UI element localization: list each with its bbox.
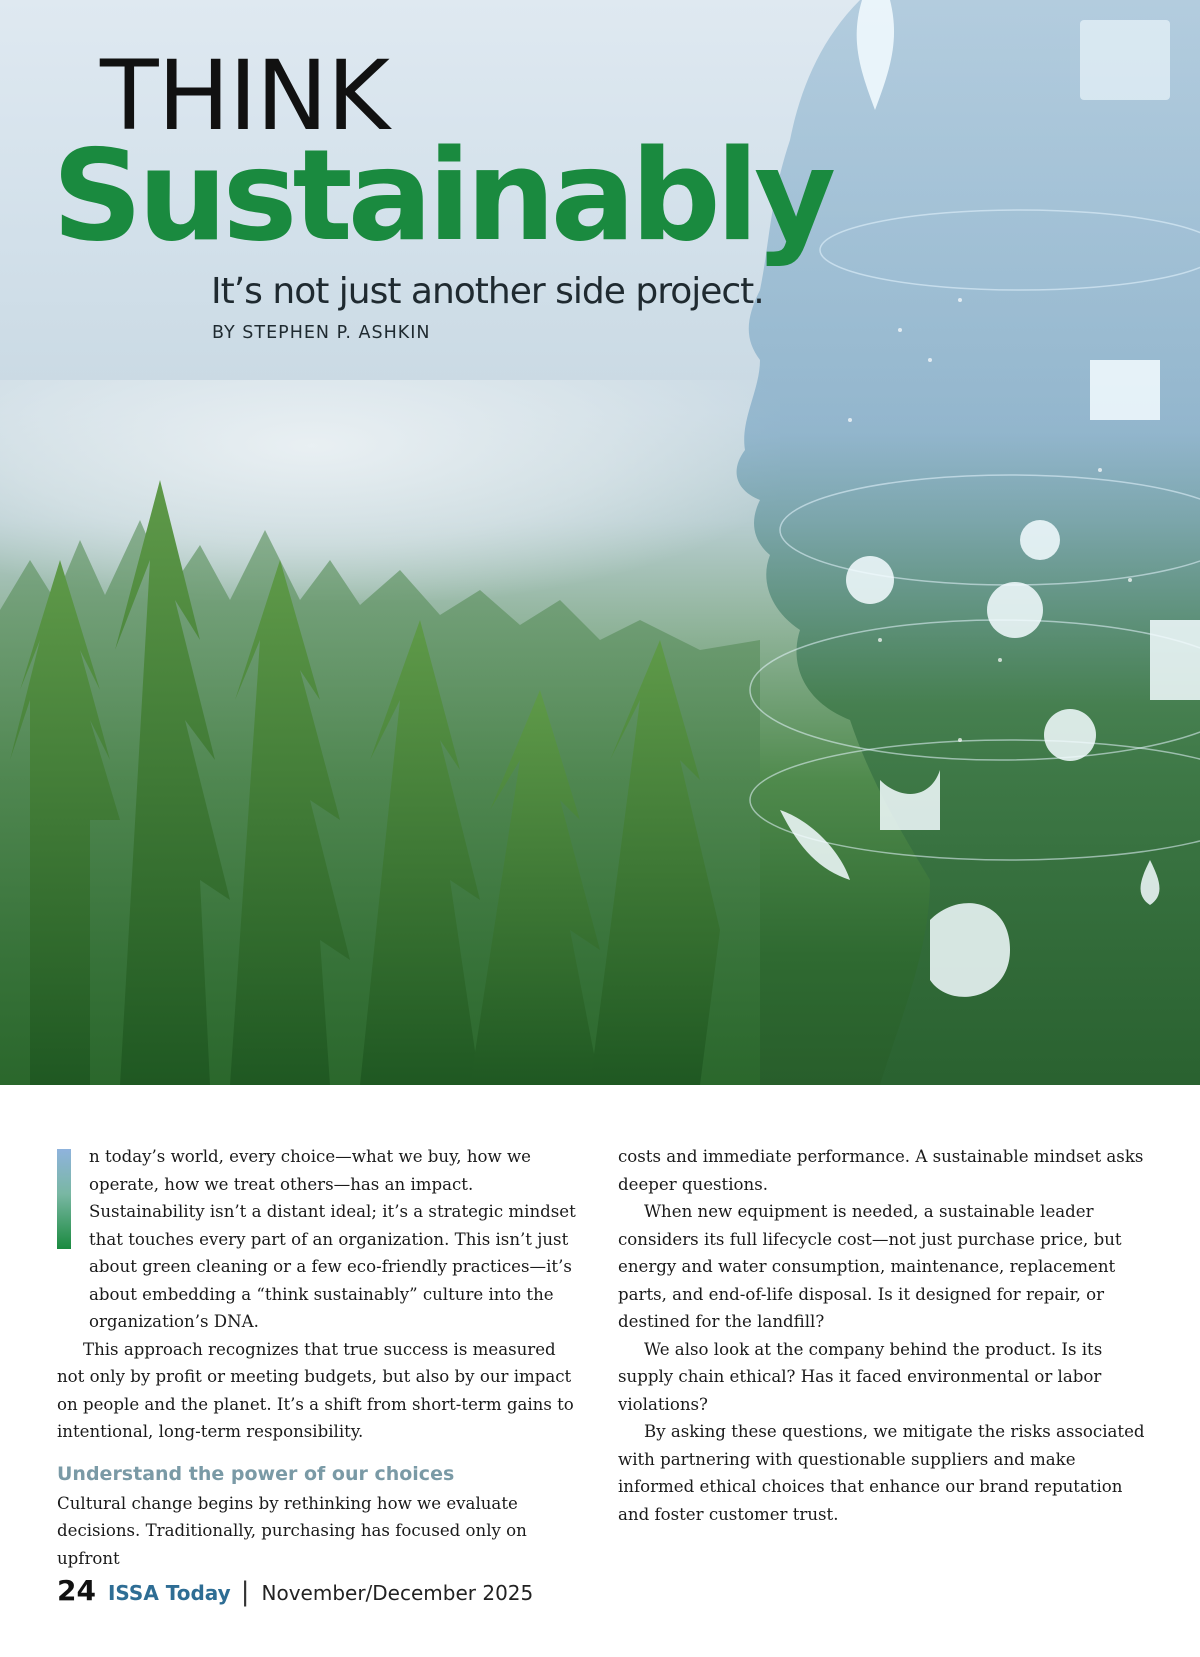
section-heading: Understand the power of our choices xyxy=(57,1462,455,1485)
drop-cap xyxy=(57,1149,71,1249)
title-sustainably: Sustainably xyxy=(52,122,832,269)
title-think: THINK xyxy=(100,40,389,152)
paragraph: By asking these questions, we mitigate the risks associated with partnering with questionable suppliers and make informed ethical choices that enhance our brand reputation and foster customer trust. xyxy=(618,1422,1145,1524)
page-footer xyxy=(57,1574,533,1607)
paragraph-text: n today’s world, every choice—what we buy, how we operate, how we treat others—has an impact. Sustainability isn’t a distant ideal; it’s a strategic mindset that touches every part of an organization. This isn’t just about green cleaning or a few eco-friendly practices—it’s about embedding a “think sustainably” culture into the organization’s DNA. xyxy=(89,1147,576,1331)
paragraph: When new equipment is needed, a sustainable leader considers its full lifecycle cost—not just purchase price, but energy and water consumption, maintenance, replacement parts, and end-of-life disposal. Is it designed for repair, or destined for the landfill? xyxy=(618,1202,1122,1331)
article-column-left xyxy=(57,1143,577,1572)
paragraph: This approach recognizes that true success is measured not only by profit or meeting budgets, but also by our impact on people and the planet. It’s a shift from short-term gains to intentional, long-term responsibility. xyxy=(57,1339,574,1441)
paragraph: Cultural change begins by rethinking how we evaluate decisions. Traditionally, purchasing has focused only on upfront xyxy=(57,1493,527,1568)
footer-separator: | xyxy=(240,1577,250,1607)
article-byline: BY STEPHEN P. ASHKIN xyxy=(212,323,431,343)
article-subtitle: It’s not just another side project. xyxy=(211,271,764,312)
opening-paragraph xyxy=(57,1143,577,1336)
article-column-right xyxy=(618,1143,1146,1528)
page-number: 24 xyxy=(57,1574,96,1607)
paragraph: We also look at the company behind the product. Is its supply chain ethical? Has it faced environmental or labor violations? xyxy=(618,1339,1103,1414)
paragraph xyxy=(89,1143,577,1336)
paragraph: costs and immediate performance. A sustainable mindset asks deeper questions. xyxy=(618,1147,1144,1194)
issue-date: November/December 2025 xyxy=(261,1581,534,1605)
magazine-name: ISSA Today xyxy=(107,1581,231,1605)
